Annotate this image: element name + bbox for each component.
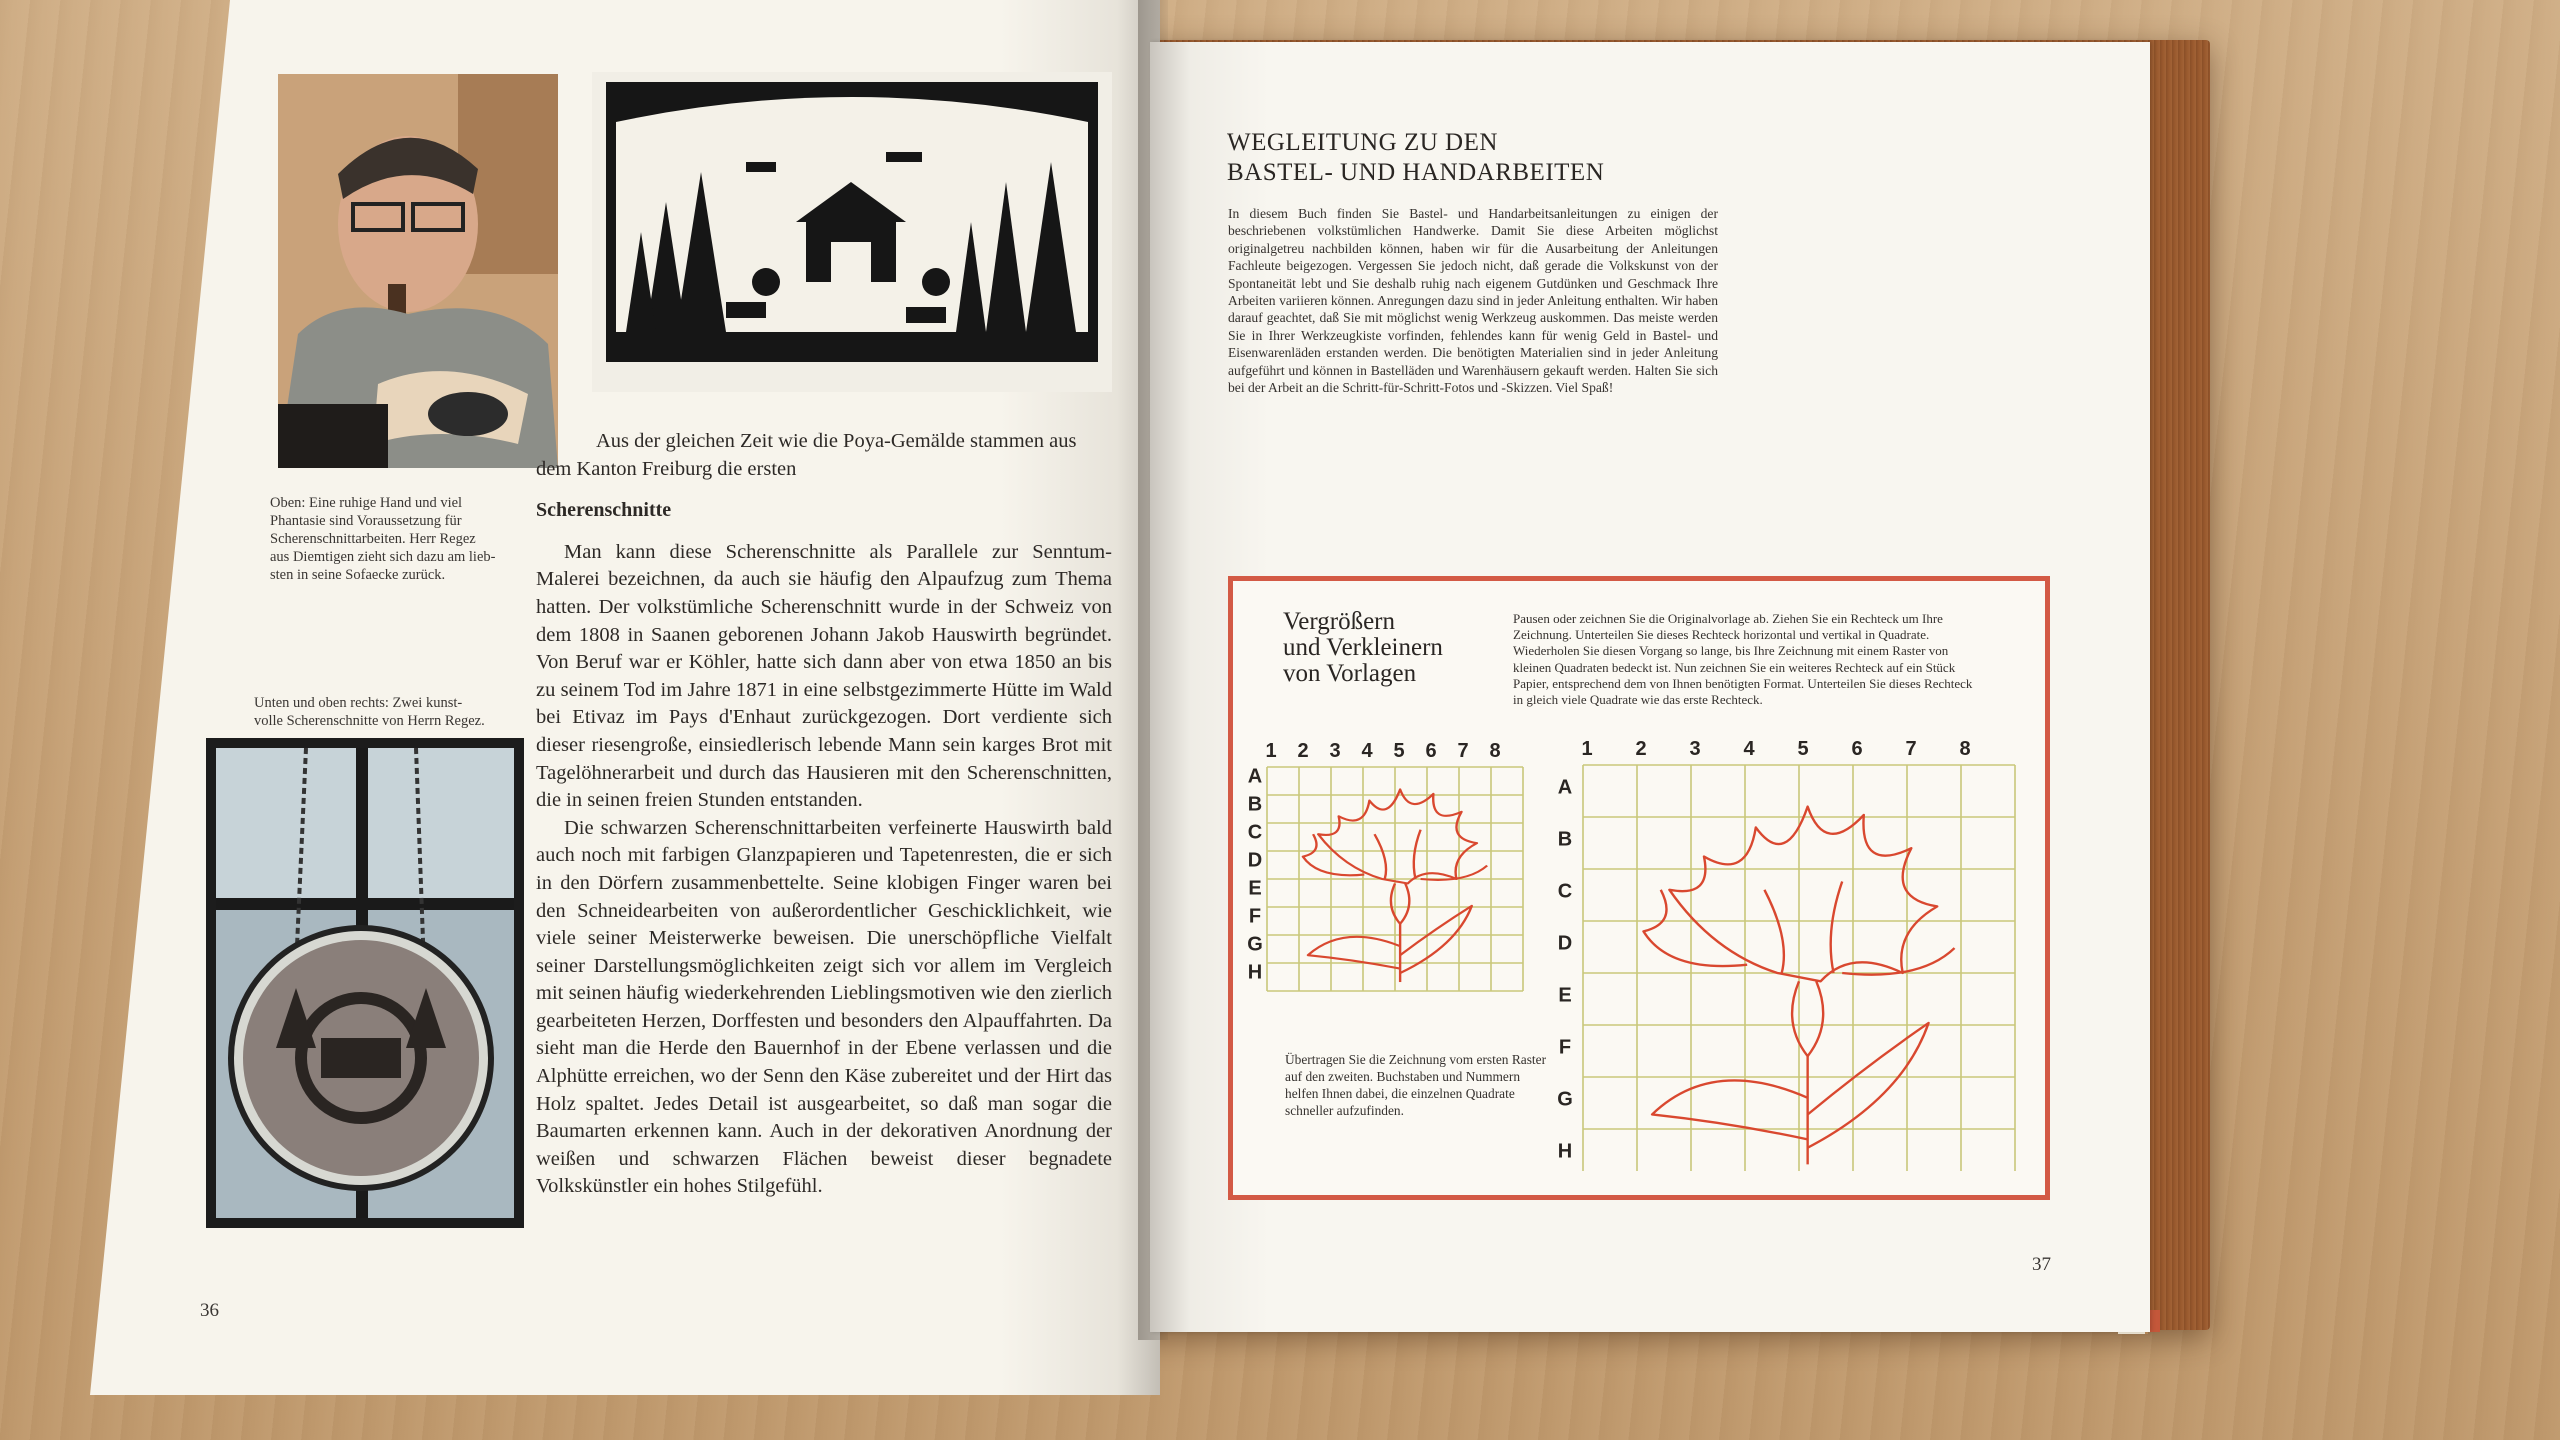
page-number-left: 36 — [200, 1300, 219, 1321]
grid-column-label: 3 — [1689, 738, 1701, 760]
caption-top-line: Oben: Eine ruhige Hand und viel — [270, 495, 463, 511]
title-line: BASTEL- UND HANDARBEITEN — [1227, 159, 1605, 186]
carnation-stroke — [1375, 834, 1387, 879]
left-body-text — [536, 428, 1112, 1201]
box-instructions: Pausen oder zeichnen Sie die Originalvorlage ab. Ziehen Sie ein Rechteck um Ihre Zeichnung. Unterteilen Sie dieses Rechteck horizontal und vertikal in Quadrate. Wiederholen Sie diesen Vorgang so lange, bis Ihre Zeichnung mit einem Raster von kleinen Quadraten bedeckt ist. Nun zeichnen Sie ein weiteres Rechteck auf ein Stück Papier, entsprechend dem von Ihnen benötigten Format. Unterteilen Sie dieses Rechteck in gleich viele Quadrate wie das erste Rechteck. — [1513, 611, 1973, 708]
box-footnote: Übertragen Sie die Zeichnung vom ersten Raster auf den zweiten. Buchstaben und Nummern helfen Ihnen dabei, die einzelnen Quadrate schneller aufzufinden. — [1285, 1052, 1547, 1118]
grid-column-label: 5 — [1797, 738, 1809, 760]
grid-column-label: 8 — [1959, 738, 1971, 760]
box-title-line: von Vorlagen — [1283, 660, 1417, 687]
carnation-stroke — [1391, 883, 1409, 923]
grid-column-label: 7 — [1457, 740, 1469, 762]
grid-row-label: G — [1247, 933, 1263, 956]
grid-column-label: 4 — [1361, 740, 1373, 762]
grid-column-label: 1 — [1265, 740, 1277, 762]
grid-row-label: D — [1557, 932, 1573, 955]
carnation-stroke — [1652, 1080, 1808, 1139]
grid-column-label: 2 — [1297, 740, 1309, 762]
grid-row-label: C — [1557, 880, 1573, 903]
grid-row-label: A — [1247, 765, 1263, 788]
carnation-stroke — [1831, 881, 1843, 973]
caption-bottom — [254, 694, 485, 730]
grid-row-label: D — [1247, 849, 1263, 872]
carnation-stroke — [1308, 937, 1400, 969]
grid-row-label: B — [1557, 828, 1573, 851]
grid-column-label: 5 — [1393, 740, 1405, 762]
intro-paragraph — [536, 428, 1112, 483]
carnation-stroke — [1303, 834, 1364, 875]
enlarge-reduce-box — [1228, 576, 2050, 1200]
large-grid — [1553, 731, 2033, 1171]
carnation-stroke — [1669, 807, 1937, 982]
grid-column-label: 4 — [1743, 738, 1755, 760]
grid-row-label: E — [1248, 877, 1262, 900]
small-grid — [1247, 731, 1547, 1031]
caption-bottom-line: Unten und oben rechts: Zwei kunst- — [254, 695, 463, 711]
grid-column-label: 1 — [1581, 738, 1593, 760]
photo-craftsman — [278, 74, 558, 468]
window-illustration — [216, 748, 514, 1218]
intro-right-text: In diesem Buch finden Sie Bastel- und Handarbeitsanleitungen zu einigen der beschriebenen volkstümlichen Handwerke. Damit Sie diese Arbeiten möglichst originalgetreu nachbilden können, haben wir für die Ausarbeitung der Anleitungen Fachleute beigezogen. Vergessen Sie jedoch nicht, daß gerade die Volkskunst von der Spontaneität lebt und Sie deshalb ruhig nach eigenem Gutdünken und Geschmack Ihre Arbeiten variieren können. Anregungen dazu sind in jeder Anleitung enthalten. Wir haben darauf geachtet, daß Sie mit möglichst wenig Werkzeug auskommen. Das meiste werden Sie in Ihrer Werkzeugkiste vorfinden, fehlendes kann für wenig Geld in Bastel- und Eisenwarenläden erstanden werden. Die benötigten Materialien sind in jeder Anleitung aufgeführt und können in Bastelläden und Warenhäusern gekauft werden. Halten Sie sich bei der Arbeit an die Schritt-für-Schritt-Fotos und -Skizzen. Viel Spaß! — [1228, 206, 1718, 396]
caption-bottom-line: volle Scherenschnitte von Herrn Regez. — [254, 713, 485, 729]
caption-top-line: sten in seine Sofaecke zurück. — [270, 567, 446, 583]
grid-column-label: 6 — [1851, 738, 1863, 760]
body-paragraph-1: Man kann diese Scherenschnitte als Parallele zur Senntum-Malerei bezeichnen, da auch sie häufig den Alpaufzug zum Thema hatten. Der volkstümliche Scherenschnitt wurde in der Schweiz von dem 1808 in Saanen geborenen Johann Jakob Hauswirth begründet. Von Beruf war er Köhler, hatte sich dann aber von etwa 1850 an bis zu seinem Tod im Jahre 1871 in eine selbstgezimmerte Hütte im Wald bei Etivaz im Pays d'Enhaut zurückgezogen. Dort verdiente sich dieser riesengroße, einsiedlerisch lebende Mann sein karges Brot mit Tagelöhnerarbeit und durch das Hausieren mit den Scherenschnitten, die in seinen freien Stunden entstanden. — [536, 540, 1112, 812]
intro-line: Aus der gleichen Zeit wie die Poya-Gemälde stammen aus — [596, 430, 1077, 452]
papercut-illustration — [606, 82, 1098, 382]
photo-papercut-window — [206, 738, 524, 1228]
section-heading: Scherenschnitte — [536, 499, 672, 522]
caption-top — [270, 494, 495, 584]
grid-column-label: 8 — [1489, 740, 1501, 762]
page-title — [1227, 128, 1604, 188]
grid-row-label: E — [1558, 984, 1572, 1007]
grid-column-label: 7 — [1905, 738, 1917, 760]
grid-row-label: F — [1558, 1036, 1572, 1059]
caption-top-line: aus Diemtigen zieht sich dazu am lieb- — [270, 549, 496, 565]
grid-row-label: H — [1557, 1140, 1573, 1163]
page-number-right: 37 — [2032, 1254, 2051, 1275]
grid-row-label: A — [1557, 776, 1573, 799]
caption-top-line: Scherenschnittarbeiten. Herr Regez — [270, 531, 476, 547]
box-title-line: und Verkleinern — [1283, 634, 1443, 661]
grid-row-label: F — [1248, 905, 1262, 928]
intro-line: dem Kanton Freiburg die ersten — [536, 457, 797, 480]
carnation-stroke — [1414, 830, 1421, 879]
craftsman-illustration — [278, 74, 558, 468]
grid-column-label: 6 — [1425, 740, 1437, 762]
grid-column-label: 2 — [1635, 738, 1647, 760]
caption-top-line: Phantasie sind Voraussetzung für — [270, 513, 462, 529]
carnation-stroke — [1792, 981, 1823, 1056]
box-title — [1283, 609, 1443, 687]
title-line: WEGLEITUNG ZU DEN — [1227, 129, 1498, 156]
carnation-stroke — [1764, 890, 1783, 973]
grid-column-label: 3 — [1329, 740, 1341, 762]
grid-row-label: G — [1557, 1088, 1573, 1111]
grid-row-label: C — [1247, 821, 1263, 844]
grid-row-label: H — [1247, 961, 1263, 984]
grid-row-label: B — [1247, 793, 1263, 816]
body-paragraph-2: Die schwarzen Scherenschnittarbeiten verfeinerte Hauswirth bald auch noch mit farbigen Glanzpapieren und Tapetenresten, die er sich in den Dörfern zusammenbettelte. Seine klobigen Finger waren bei den Schneidearbeiten von außerordentlicher Geschicklichkeit, wie viele seiner Meisterwerke beweisen. Die unerschöpfliche Vielfalt seiner Darstellungsmöglichkeiten zeigt sich vor allem im Vergleich mit seinen häufig wiederkehrenden Lieblingsmotiven wie den zierlich gearbeiteten Herzen, Dorffesten und besonders den Alpauffahrten. Da sieht man die Herde den Bauernhof in der Ebene verlassen und die Alphütte erreichen, wo der Senn den Käse zubereitet und der Hirt das Holz spaltet. Jedes Detail ist ausgearbeitet, so daß man sogar die Baumarten erkennen kann. Auch in der dekorativen Anordnung der weißen und schwarzen Flächen beweist dieser begnadete Volkskünstler ein hohes Stilgefühl. — [536, 816, 1112, 1198]
carnation-stroke — [1318, 789, 1477, 883]
photo-papercut-landscape — [592, 72, 1112, 392]
box-title-line: Vergrößern — [1283, 608, 1395, 635]
carnation-stroke — [1643, 890, 1747, 966]
